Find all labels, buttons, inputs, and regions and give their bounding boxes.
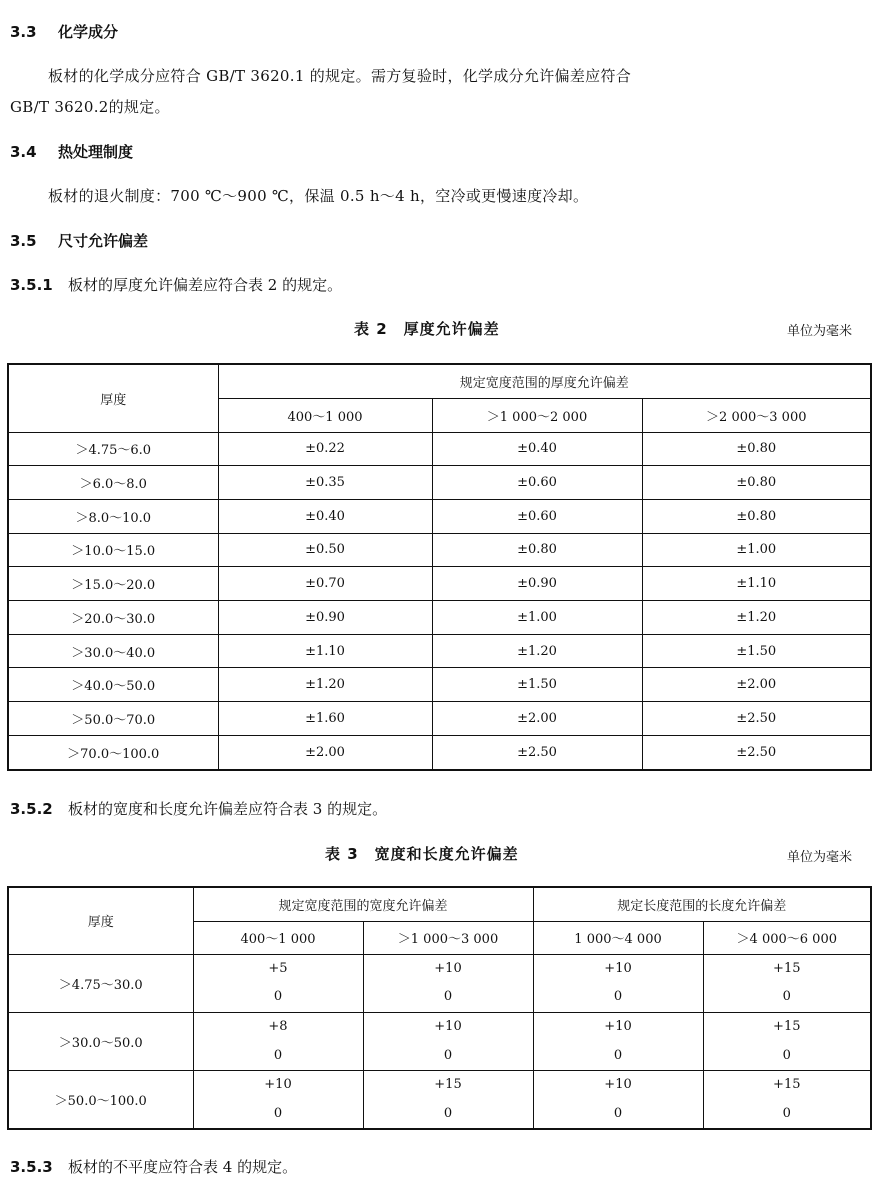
tolerance-upper: +10 [604,960,632,976]
table-cell-tolerance: ±2.50 [642,735,871,770]
tolerance-lower: 0 [273,1105,283,1121]
table3-header-range: ＞4 000～6 000 [703,921,871,954]
table-cell-tolerance [193,954,363,1012]
table-row [8,735,871,770]
table3-header-range: 400～1 000 [193,921,363,954]
table-cell-tolerance: ±0.80 [642,432,871,466]
table-cell-thickness: ＞4.75～6.0 [8,432,218,466]
tolerance-lower: 0 [443,989,453,1005]
section-3-5-heading [10,230,148,251]
table-row [8,432,871,466]
table-cell-tolerance: ±1.50 [432,668,642,702]
table-cell-tolerance: ±1.10 [642,567,871,601]
tolerance-upper: +15 [773,1077,801,1093]
table-cell-tolerance: ±0.70 [218,567,432,601]
table-cell-thickness: ＞6.0～8.0 [8,466,218,500]
table-cell-tolerance: ±0.80 [432,533,642,567]
table-cell-thickness: ＞20.0～30.0 [8,601,218,635]
tolerance-lower: 0 [782,1047,791,1063]
table-cell-tolerance: ±1.20 [218,668,432,702]
table-cell-thickness: ＞8.0～10.0 [8,499,218,533]
table-cell-tolerance [533,954,703,1012]
tolerance-lower: 0 [443,1105,453,1121]
table-row [8,567,871,601]
table3-header-range: 1 000～4 000 [533,921,703,954]
tolerance-upper: +5 [268,960,288,976]
tolerance-lower: 0 [782,1105,791,1121]
table3-header-range: ＞1 000～3 000 [363,921,533,954]
table-row [8,702,871,736]
table3-width-length-tolerance [7,886,872,1130]
table2-header-width-range: ＞1 000～2 000 [432,398,642,432]
table-cell-tolerance: ±0.35 [218,466,432,500]
table-cell-tolerance [363,1070,533,1129]
table-cell-tolerance [703,1070,871,1129]
tolerance-upper: +10 [604,1018,632,1034]
tolerance-lower: 0 [443,1047,453,1063]
table-cell-tolerance [363,954,533,1012]
table-cell-tolerance: ±1.60 [218,702,432,736]
table-cell-tolerance: ±0.90 [432,567,642,601]
section-3-4-heading [10,141,133,162]
table-cell-tolerance: ±0.60 [432,466,642,500]
table-cell-tolerance [703,1012,871,1070]
table-cell-tolerance [533,1012,703,1070]
section-3-3-heading [10,21,118,42]
table-row [8,601,871,635]
section-text: 板材的宽度和长度允许偏差应符合表 3 的规定。 [68,800,388,818]
tolerance-upper: +10 [434,1018,462,1034]
tolerance-lower: 0 [782,989,791,1005]
table-cell-tolerance: ±1.20 [642,601,871,635]
table-cell-thickness: ＞10.0～15.0 [8,533,218,567]
section-text: 板材的厚度允许偏差应符合表 2 的规定。 [68,276,343,294]
tolerance-lower: 0 [273,1047,283,1063]
table3-caption: 表 3 宽度和长度允许偏差 [325,845,519,863]
table-cell-thickness: ＞4.75～30.0 [8,954,193,1012]
table-cell-tolerance: ±0.40 [432,432,642,466]
table-cell-tolerance: ±2.50 [432,735,642,770]
table-cell-tolerance: ±0.60 [432,499,642,533]
table-row [8,499,871,533]
table2-header-width-range: 400～1 000 [218,398,432,432]
table-row [8,954,871,1012]
section-number: 3.5.1 [10,276,53,294]
table2-header-group: 规定宽度范围的厚度允许偏差 [218,364,871,398]
table-cell-tolerance: ±1.20 [432,634,642,668]
tolerance-upper: +8 [268,1018,288,1034]
tolerance-upper: +15 [773,1018,801,1034]
section-number: 3.5 [10,232,37,250]
table-cell-tolerance: ±1.50 [642,634,871,668]
table-cell-thickness: ＞50.0～100.0 [8,1070,193,1129]
table3-header-thickness: 厚度 [8,887,193,954]
table-cell-tolerance [193,1070,363,1129]
table-row [8,1070,871,1129]
tolerance-upper: +10 [434,960,462,976]
table-cell-thickness: ＞40.0～50.0 [8,668,218,702]
table-cell-thickness: ＞30.0～50.0 [8,1012,193,1070]
section-3-5-3 [10,1156,297,1177]
table3-unit: 单位为毫米 [787,850,853,865]
table-cell-tolerance: ±0.80 [642,499,871,533]
table-row [8,466,871,500]
table-row [8,533,871,567]
table-cell-tolerance: ±0.40 [218,499,432,533]
table-cell-tolerance: ±2.00 [218,735,432,770]
table-cell-thickness: ＞70.0～100.0 [8,735,218,770]
table2-header-thickness: 厚度 [8,364,218,432]
table-cell-tolerance: ±2.00 [432,702,642,736]
section-title: 化学成分 [58,23,119,41]
table-cell-thickness: ＞15.0～20.0 [8,567,218,601]
table-cell-tolerance [193,1012,363,1070]
table-cell-tolerance [533,1070,703,1129]
table-cell-tolerance: ±0.50 [218,533,432,567]
section-3-3-para-line1: 板材的化学成分应符合 GB/T 3620.1 的规定。需方复验时，化学成分允许偏差应符合 [48,67,632,85]
tolerance-upper: +15 [434,1077,462,1093]
table-cell-tolerance: ±1.00 [642,533,871,567]
table-cell-thickness: ＞30.0～40.0 [8,634,218,668]
table-cell-tolerance [703,954,871,1012]
table-cell-tolerance: ±1.00 [432,601,642,635]
table-row [8,1012,871,1070]
table-cell-tolerance: ±0.90 [218,601,432,635]
table-cell-thickness: ＞50.0～70.0 [8,702,218,736]
tolerance-lower: 0 [613,1105,623,1121]
table2-unit: 单位为毫米 [787,324,853,339]
tolerance-lower: 0 [273,989,283,1005]
table3-header-width-group: 规定宽度范围的宽度允许偏差 [193,887,533,921]
table-cell-tolerance: ±2.50 [642,702,871,736]
table-cell-tolerance: ±2.00 [642,668,871,702]
table-row [8,668,871,702]
tolerance-upper: +10 [604,1077,632,1093]
table-cell-tolerance: ±0.22 [218,432,432,466]
tolerance-upper: +10 [264,1077,292,1093]
tolerance-lower: 0 [613,1047,623,1063]
table-row [8,634,871,668]
section-title: 尺寸允许偏差 [58,232,149,250]
table2-thickness-tolerance [7,363,872,771]
section-number: 3.3 [10,23,37,41]
section-3-5-1 [10,274,342,295]
table-cell-tolerance: ±1.10 [218,634,432,668]
table3-header-length-group: 规定长度范围的长度允许偏差 [533,887,871,921]
section-number: 3.4 [10,143,37,161]
section-number: 3.5.2 [10,800,53,818]
section-3-4-para: 板材的退火制度：700 ℃～900 ℃，保温 0.5 h～4 h，空冷或更慢速度冷却。 [48,187,589,205]
table-cell-tolerance [363,1012,533,1070]
section-3-5-2 [10,798,387,819]
table2-caption: 表 2 厚度允许偏差 [354,320,500,338]
section-number: 3.5.3 [10,1158,53,1176]
table-cell-tolerance: ±0.80 [642,466,871,500]
section-text: 板材的不平度应符合表 4 的规定。 [68,1158,298,1176]
tolerance-lower: 0 [613,989,623,1005]
section-3-3-para-line2: GB/T 3620.2的规定。 [10,98,170,116]
section-title: 热处理制度 [58,143,134,161]
tolerance-upper: +15 [773,960,801,976]
table2-header-width-range: ＞2 000～3 000 [642,398,871,432]
